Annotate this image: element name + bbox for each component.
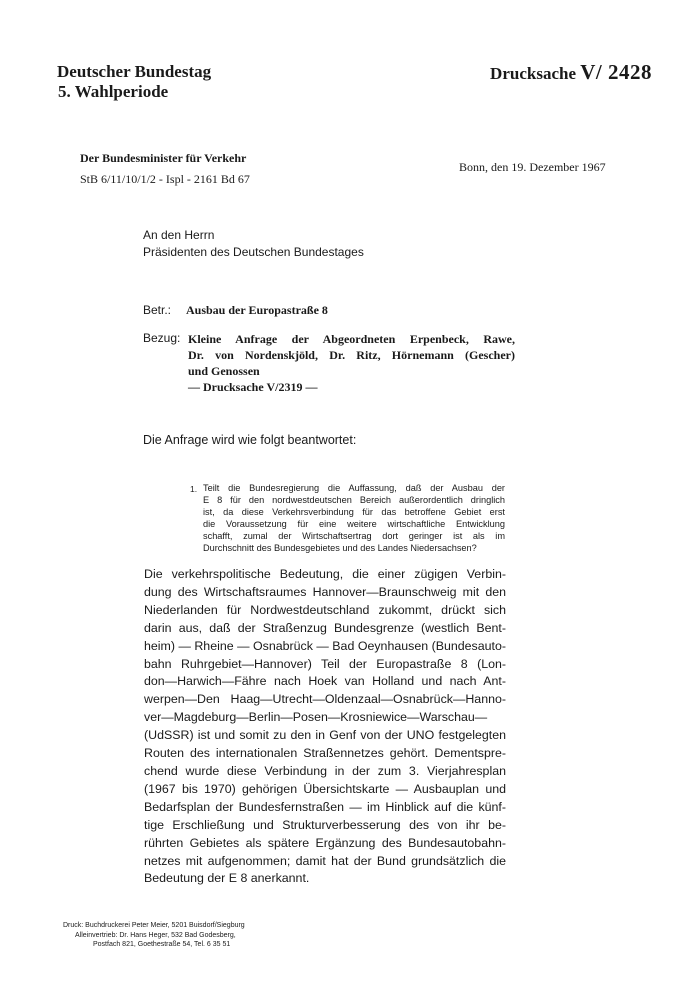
addressee-line-2: Präsidenten des Deutschen Bundestages: [143, 245, 364, 259]
reference-line: Dr. von Nordenskjöld, Dr. Ritz, Hörnemann (Gescher): [188, 348, 515, 362]
answer-paragraph: [144, 566, 506, 888]
doc-number: V/ 2428: [580, 60, 652, 84]
parliament-header: [57, 62, 211, 102]
answer-line: (UdSSR) ist und somit zu den in Genf von der UNO festgelegten: [144, 728, 506, 743]
answer-line: Die verkehrspolitische Bedeutung, die einer zügigen Verbin-: [144, 567, 506, 581]
answer-line: Bedeutung der E 8 anerkannt.: [144, 871, 310, 886]
answer-line: dung des Wirtschaftsraumes Hannover—Braunschweig mit den: [144, 584, 506, 599]
doc-label: Drucksache: [490, 64, 576, 83]
reference-line: Kleine Anfrage der Abgeordneten Erpenbeck, Rawe,: [188, 332, 515, 346]
subject-line: [143, 303, 328, 318]
document-number-header: [490, 60, 652, 85]
answer-line: tige Erschließung und Strukturverbesserung des von ihr be-: [144, 817, 506, 832]
address-line: Postfach 821, Goethestraße 54, Tel. 6 35 51: [93, 941, 231, 948]
intro-sentence: Die Anfrage wird wie folgt beantwortet:: [143, 433, 357, 447]
answer-line: bahn Ruhrgebiet—Hannover) Teil der Europastraße 8 (Lon-: [144, 656, 506, 671]
question-line: ist, da diese Verkehrsverbindung für das betroffene Gebiet erst: [203, 507, 505, 518]
subject-label: Betr.:: [143, 303, 172, 317]
answer-line: werpen—Den Haag—Utrecht—Oldenzaal—Osnabrück—Hanno-: [144, 692, 506, 707]
question-number: 1.: [190, 484, 198, 494]
reference-line: — Drucksache V/2319 —: [188, 380, 318, 394]
addressee-line-1: An den Herrn: [143, 228, 215, 242]
answer-line: ver—Magdeburg—Berlin—Posen—Krosniewice—Warschau—: [144, 710, 488, 725]
question-line: E 8 für den nordwestdeutschen Bereich außerordentlich dringlich: [203, 495, 505, 506]
answer-line: chend wurde diese Verbindung in der zum 3. Vierjahresplan: [144, 763, 506, 778]
reference-label: Bezug:: [143, 331, 181, 345]
question-line: Teilt die Bundesregierung die Auffassung, daß der Ausbau der: [203, 483, 505, 493]
question-line: Durchschnitt des Bundesgebietes und des Landes Niedersachsen?: [203, 543, 477, 554]
question-line: schafft, zumal der Wirtschaftsertrag dort geringer ist als im: [203, 531, 505, 542]
answer-line: darin aus, daß der Straßenzug Bundesgrenze (westlich Bent-: [144, 620, 506, 635]
subject-text: Ausbau der Europastraße 8: [186, 303, 328, 317]
legislative-period: 5. Wahlperiode: [58, 82, 169, 101]
reference-line: und Genossen: [188, 364, 260, 378]
printer-line: Druck: Buchdruckerei Peter Meier, 5201 Buisdorf/Siegburg: [63, 922, 245, 929]
letter-date: Bonn, den 19. Dezember 1967: [459, 160, 606, 174]
addressee-block: [143, 227, 364, 261]
answer-line: Niederlanden für Nordwestdeutschland zukommt, drückt sich: [144, 602, 506, 617]
reference-text: [188, 331, 515, 395]
answer-line: (1967 bis 1970) gehörigen Übersichtskarte — Ausbauplan und: [144, 781, 506, 796]
answer-line: Routen des internationalen Straßennetzes gehört. Dementspre-: [144, 746, 506, 761]
answer-line: netzes mit aufgenommen; damit hat der Bund grundsätzlich die: [144, 853, 506, 868]
ministry-name: Der Bundesminister für Verkehr: [80, 151, 247, 165]
answer-line: don—Harwich—Fähre nach Hoek van Holland und nach Ant-: [144, 674, 506, 689]
distributor-line: Alleinvertrieb: Dr. Hans Heger, 532 Bad Godesberg,: [75, 931, 236, 939]
sender-block: [80, 148, 250, 190]
answer-line: heim) — Rheine — Osnabrück — Bad Oeynhausen (Bundesauto-: [144, 638, 506, 653]
question-line: die Voraussetzung für eine weitere wirtschaftliche Entwicklung: [203, 519, 505, 530]
answer-line: rührten Gebietes als spätere Ergänzung des Bundesautobahn-: [144, 835, 506, 850]
institution-name: Deutscher Bundestag: [57, 62, 212, 81]
file-reference: StB 6/11/10/1/2 - Ispl - 2161 Bd 67: [80, 172, 250, 186]
imprint-block: [63, 921, 245, 950]
answer-line: Bedarfsplan der Bundesfernstraßen — im Hinblick auf die künf-: [144, 799, 506, 814]
question-text: [203, 482, 505, 555]
